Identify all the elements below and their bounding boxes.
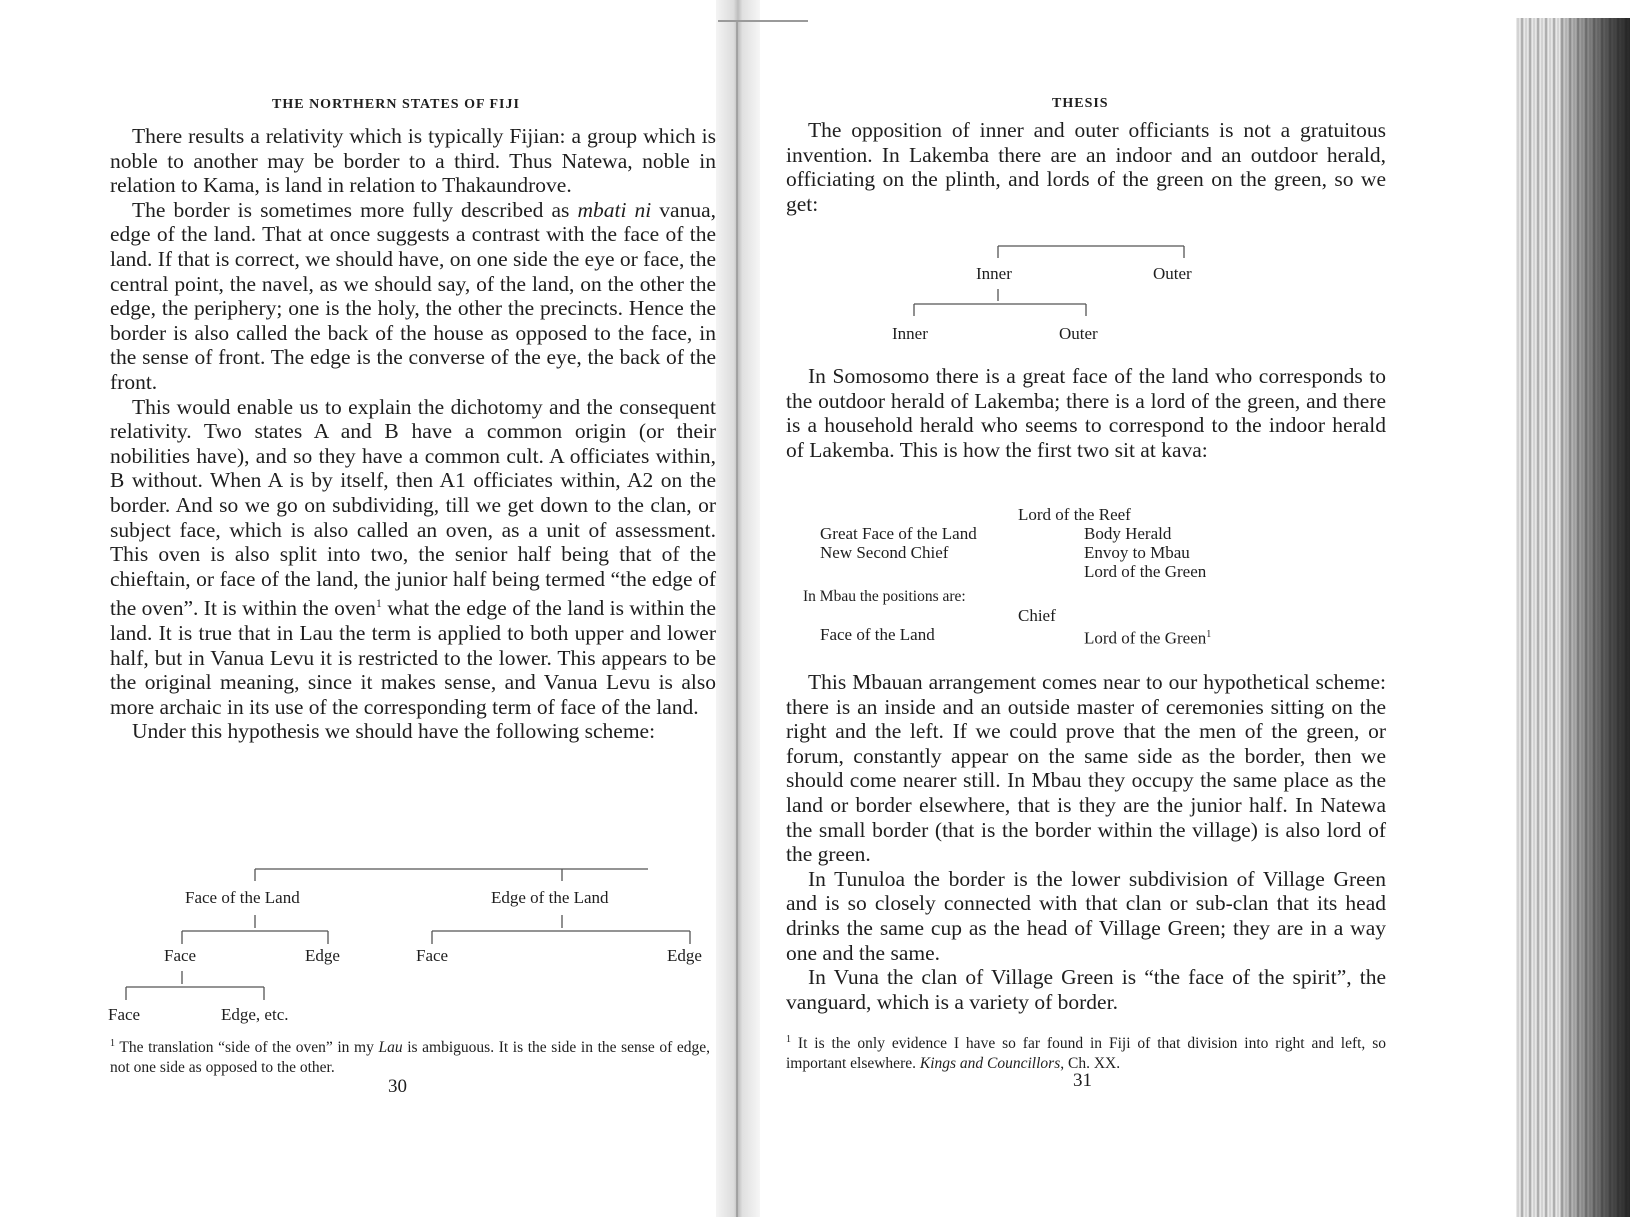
left-page-number: 30	[388, 1076, 407, 1097]
paragraph: In Somosomo there is a great face of the land who corresponds to the outdoor herald of Lakemba; there is a lord of the green, and there is a household herald who seems to correspond to the indoor herald of Lakemba. This is how the first two sit at kava:	[786, 364, 1386, 462]
face-label: Face	[108, 1005, 141, 1024]
left-body-text	[110, 124, 716, 744]
seat-lord-of-reef: Lord of the Reef	[1018, 505, 1131, 524]
face-label: Face	[416, 946, 449, 965]
right-body-text-bottom	[786, 670, 1386, 1014]
page-edges-shadow	[1560, 18, 1630, 1217]
seat-body-herald: Body Herald	[1084, 524, 1172, 543]
right-body-text-mid	[786, 364, 1386, 462]
paragraph: The border is sometimes more fully described as mbati ni vanua, edge of the land. That at once suggests a contrast with the face of the land. If that is correct, we should have, on one side the eye or face, the central point, the navel, as we should say, of the land, on the other the edge, the periphery; one is the holy, the other the precincts. Hence the border is also called the back of the house as opposed to the face, in the sense of front. The edge is the converse of the eye, the back of the front.	[110, 197, 717, 394]
seat-chief: Chief	[1018, 606, 1056, 625]
edge-label: Edge	[667, 946, 702, 965]
edge-of-land-label: Edge of the Land	[491, 888, 609, 907]
paragraph: In Vuna the clan of Village Green is “the face of the spirit”, the vanguard, which is a variety of border.	[786, 965, 1386, 1014]
gutter-shadow-line	[736, 20, 738, 1217]
face-label: Face	[164, 946, 197, 965]
outer-label: Outer	[1059, 324, 1098, 343]
left-running-head: THE NORTHERN STATES OF FIJI	[272, 97, 520, 112]
left-footnote: $^1$ The translation “side of the oven” in my Lau is ambiguous. It is the side in the sense of edge, not one side as opposed to the other.	[110, 1038, 711, 1077]
right-running-head: THESIS	[1052, 96, 1109, 111]
book-gutter	[716, 0, 760, 1217]
kava-seating-table	[786, 505, 1386, 648]
seat-great-face: Great Face of the Land	[820, 524, 977, 543]
edge-etc-label: Edge, etc.	[221, 1005, 289, 1024]
paragraph: This would enable us to explain the dichotomy and the consequent relativity. Two states A and B have a common origin (or their nobilities have), and so they have a common cult. A officiates within, B without. When A is by itself, then A1 officiates within, A2 on the border. And so we go on subdividing, till we get down to the clan, or subject face, which is also called an oven, as a unit of assessment. This oven is also split into two, the senior half being that of the chieftain, or face of the land, the junior half being termed “the edge of the oven”. It is within the oven$^1$ what the edge of the land is within the land. It is true that in Lau the term is applied to both upper and lower half, but in Vanua Levu it is restricted to the lower. This appears to be the original meaning, since it makes sense, and Vanua Levu is also more archaic in its use of the corresponding term of face of the land.	[110, 394, 717, 719]
right-page-number: 31	[1073, 1070, 1092, 1091]
seat-face-of-land: Face of the Land	[820, 625, 935, 644]
inner-label: Inner	[976, 264, 1012, 283]
paragraph: Under this hypothesis we should have the following scheme:	[132, 719, 656, 744]
seat-lord-of-green: Lord of the Green	[1084, 562, 1207, 581]
outer-label: Outer	[1153, 264, 1192, 283]
face-of-land-label: Face of the Land	[185, 888, 300, 907]
right-body-text-top	[786, 118, 1386, 216]
seat-new-second-chief: New Second Chief	[820, 543, 949, 562]
paragraph: There results a relativity which is typically Fijian: a group which is noble to another may be border to a third. Thus Natewa, noble in relation to Kama, is land in relation to Thakaundrove.	[110, 124, 716, 198]
mbau-intro: In Mbau the positions are:	[803, 588, 966, 605]
inner-outer-diagram	[870, 238, 1210, 348]
scan-left-edge	[0, 0, 6, 1217]
right-footnote: $^1$ It is the only evidence I have so far found in Fiji of that division into right and left, so important elsewhere. Kings and Councillors, Ch. XX.	[786, 1034, 1386, 1073]
seat-lord-of-green-fn: Lord of the Green$^1$	[1084, 628, 1212, 648]
paragraph: The opposition of inner and outer officiants is not a gratuitous invention. In Lakemba there are an indoor and an outdoor herald, officiating on the plinth, and lords of the green on the green, so we get:	[786, 118, 1386, 216]
seat-envoy: Envoy to Mbau	[1084, 543, 1190, 562]
paragraph: This Mbauan arrangement comes near to our hypothetical scheme: there is an inside and an outside master of ceremonies sitting on the right and the left. If we could prove that the men of the green, or forum, constantly appear on the same side as the border, then we should come nearer still. In Mbau they occupy the same place as the land or border elsewhere, that is they are the junior half. In Natewa the small border (that is the border within the village) is also lord of the green.	[786, 670, 1386, 867]
gutter-top-line	[718, 20, 808, 22]
inner-label: Inner	[892, 324, 928, 343]
left-scheme-diagram	[100, 860, 720, 1030]
edge-label: Edge	[305, 946, 340, 965]
paragraph: In Tunuloa the border is the lower subdivision of Village Green and is so closely connected with that clan or sub-clan that its head drinks the same cup as the head of Village Green; they are in a way one and the same.	[786, 866, 1386, 965]
